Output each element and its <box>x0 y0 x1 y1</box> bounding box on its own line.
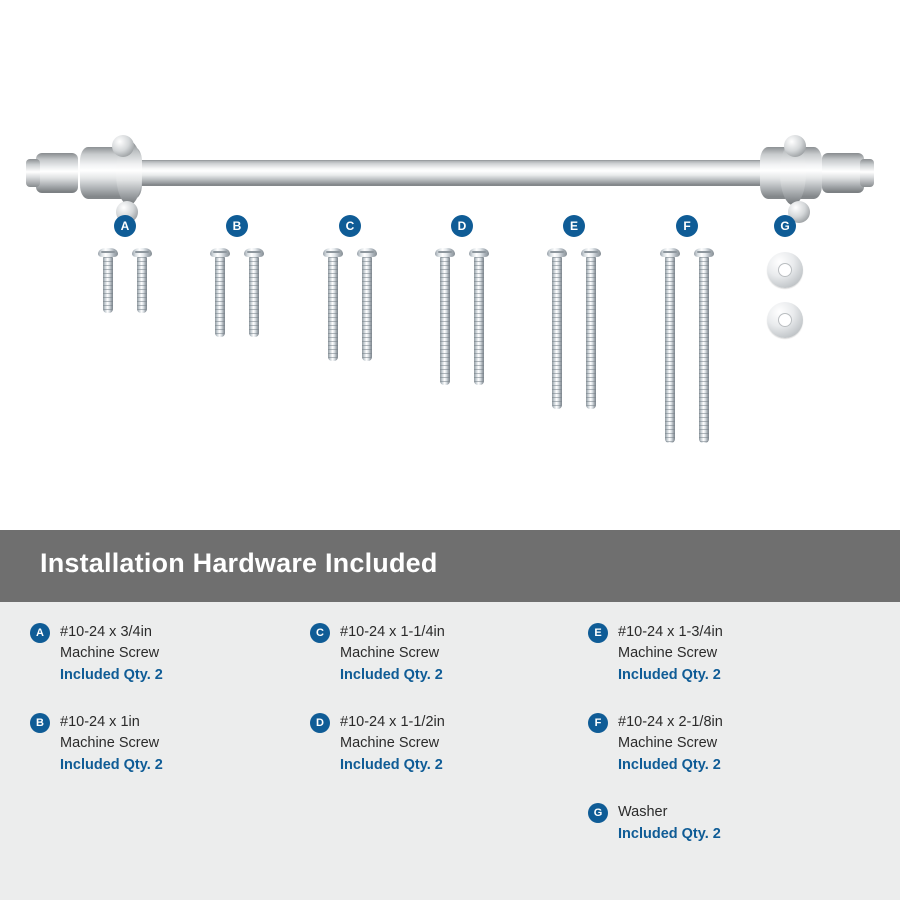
hardware-illustration-area <box>0 200 900 520</box>
legend-qty: Included Qty. 2 <box>618 826 721 842</box>
legend-line-1: #10-24 x 1-1/2in <box>340 714 445 730</box>
legend-item-g <box>588 802 858 845</box>
cabinet-pull-bar-graphic <box>20 75 880 155</box>
legend-line-1: #10-24 x 2-1/8in <box>618 714 723 730</box>
screw-pair-a <box>78 248 172 313</box>
legend-line-1: Washer <box>618 804 668 820</box>
screw-a-2 <box>132 248 152 313</box>
panel-header-bar <box>0 530 900 602</box>
screw-pair-c <box>303 248 397 361</box>
legend-line-2: Machine Screw <box>618 735 718 751</box>
legend-qty: Included Qty. 2 <box>618 757 721 773</box>
legend-qty: Included Qty. 2 <box>618 667 721 683</box>
washer-pair-g <box>745 252 825 352</box>
bar-endcap-left <box>26 159 40 187</box>
hardware-badge-d: D <box>451 215 473 237</box>
bar-cap-left <box>36 153 78 193</box>
washer-icon <box>767 302 803 338</box>
screw-head-icon <box>323 248 343 257</box>
screw-f-2 <box>694 248 714 443</box>
legend-line-2: Machine Screw <box>340 645 440 661</box>
installation-hardware-panel <box>0 530 900 900</box>
legend-line-1: #10-24 x 1in <box>60 714 140 730</box>
hardware-badge-f: F <box>676 215 698 237</box>
legend-line-2: Machine Screw <box>618 645 718 661</box>
legend-line-1: #10-24 x 1-3/4in <box>618 624 723 640</box>
hardware-badge-b: B <box>226 215 248 237</box>
legend-qty: Included Qty. 2 <box>60 757 163 773</box>
legend-badge-b: B <box>30 713 50 733</box>
legend-qty: Included Qty. 2 <box>340 667 443 683</box>
bar-tube <box>130 160 790 186</box>
screw-b-1 <box>210 248 230 337</box>
washer-icon <box>767 252 803 288</box>
legend-badge-a: A <box>30 623 50 643</box>
legend-badge-c: C <box>310 623 330 643</box>
hardware-badge-g: G <box>774 215 796 237</box>
screw-pair-e <box>527 248 621 409</box>
screw-head-icon <box>210 248 230 257</box>
screw-shaft <box>137 257 147 313</box>
product-illustration <box>0 0 900 200</box>
legend-qty: Included Qty. 2 <box>340 757 443 773</box>
bar-endcap-right <box>860 159 874 187</box>
screw-head-icon <box>98 248 118 257</box>
screw-head-icon <box>435 248 455 257</box>
bar-knuckle-top-right <box>784 135 806 157</box>
screw-head-icon <box>244 248 264 257</box>
legend-line-2: Machine Screw <box>60 735 160 751</box>
screw-shaft <box>103 257 113 313</box>
screw-e-2 <box>581 248 601 409</box>
screw-shaft <box>362 257 372 361</box>
screw-f-1 <box>660 248 680 443</box>
screw-d-2 <box>469 248 489 385</box>
legend-line-1: #10-24 x 3/4in <box>60 624 152 640</box>
screw-shaft <box>249 257 259 337</box>
screw-c-2 <box>357 248 377 361</box>
legend-badge-e: E <box>588 623 608 643</box>
screw-shaft <box>699 257 709 443</box>
hardware-badge-a: A <box>114 215 136 237</box>
screw-shaft <box>665 257 675 443</box>
legend-badge-f: F <box>588 713 608 733</box>
screw-pair-b <box>190 248 284 337</box>
legend-badge-g: G <box>588 803 608 823</box>
screw-shaft <box>328 257 338 361</box>
screw-d-1 <box>435 248 455 385</box>
screw-shaft <box>586 257 596 409</box>
screw-head-icon <box>694 248 714 257</box>
legend-line-1: #10-24 x 1-1/4in <box>340 624 445 640</box>
legend-item-c <box>310 622 580 686</box>
legend-item-b <box>30 712 300 776</box>
hardware-badge-e: E <box>563 215 585 237</box>
screw-head-icon <box>132 248 152 257</box>
legend-item-e <box>588 622 858 686</box>
bar-knuckle-top-left <box>112 135 134 157</box>
legend-column-2 <box>310 622 580 802</box>
screw-shaft <box>215 257 225 337</box>
screw-shaft <box>440 257 450 385</box>
panel-title: Installation Hardware Included <box>40 548 438 578</box>
hardware-badge-c: C <box>339 215 361 237</box>
legend-column-1 <box>30 622 300 802</box>
bar-cap-right <box>822 153 864 193</box>
screw-head-icon <box>469 248 489 257</box>
screw-pair-f <box>640 248 734 443</box>
screw-head-icon <box>660 248 680 257</box>
screw-shaft <box>552 257 562 409</box>
screw-c-1 <box>323 248 343 361</box>
screw-pair-d <box>415 248 509 385</box>
legend-column-3 <box>588 622 858 871</box>
screw-head-icon <box>547 248 567 257</box>
screw-b-2 <box>244 248 264 337</box>
legend-item-f <box>588 712 858 776</box>
legend-qty: Included Qty. 2 <box>60 667 163 683</box>
legend-line-2: Machine Screw <box>340 735 440 751</box>
screw-a-1 <box>98 248 118 313</box>
legend-badge-d: D <box>310 713 330 733</box>
legend-item-d <box>310 712 580 776</box>
legend-line-2: Machine Screw <box>60 645 160 661</box>
screw-e-1 <box>547 248 567 409</box>
screw-head-icon <box>581 248 601 257</box>
legend-item-a <box>30 622 300 686</box>
screw-head-icon <box>357 248 377 257</box>
screw-shaft <box>474 257 484 385</box>
